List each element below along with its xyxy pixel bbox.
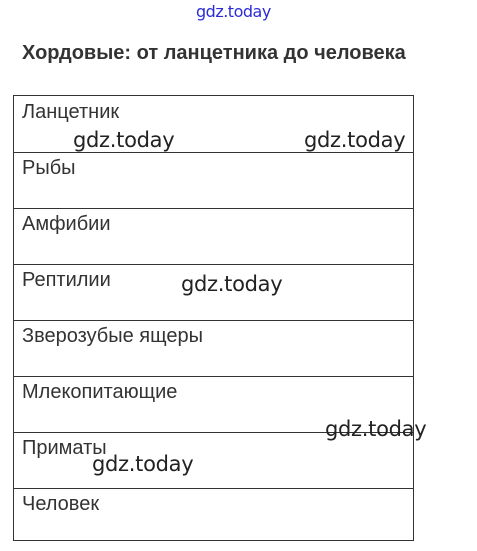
watermark-overlay: gdz.today <box>325 417 427 441</box>
watermark-overlay: gdz.today <box>73 128 175 152</box>
watermark-top: gdz.today <box>196 2 271 21</box>
row-label-therapsids: Зверозубые ящеры <box>22 325 203 347</box>
row-label-lancelet: Ланцетник <box>22 101 120 123</box>
watermark-overlay: gdz.today <box>181 272 283 296</box>
watermark-overlay: gdz.today <box>304 128 406 152</box>
table-row <box>14 488 413 542</box>
row-label-primates: Приматы <box>22 437 107 459</box>
table-row <box>14 320 413 377</box>
row-label-reptiles: Рептилии <box>22 269 111 291</box>
row-label-fish: Рыбы <box>22 157 76 179</box>
table-row <box>14 208 413 265</box>
row-label-human: Человек <box>22 493 100 515</box>
table-row <box>14 152 413 209</box>
page-title: Хордовые: от ланцетника до человека <box>22 42 406 64</box>
chordates-table <box>13 95 414 541</box>
row-label-mammals: Млекопитающие <box>22 381 178 403</box>
row-label-amphibians: Амфибии <box>22 213 111 235</box>
watermark-overlay: gdz.today <box>92 452 194 476</box>
